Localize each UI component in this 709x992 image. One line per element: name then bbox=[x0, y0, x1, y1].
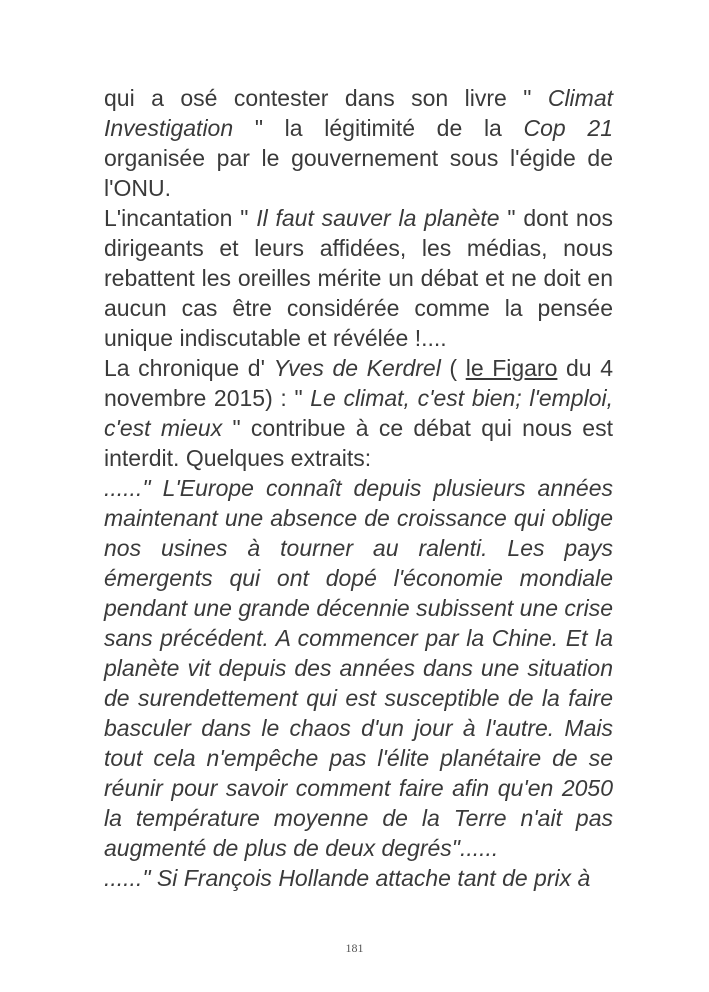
article-title: Le climat, c'est bien; l'emploi, c'est mieux bbox=[104, 385, 613, 441]
author-name: Yves de Kerdrel bbox=[273, 355, 441, 381]
paragraph-2-text: L'incantation " bbox=[104, 205, 257, 231]
page-body bbox=[104, 83, 613, 893]
paragraph-1-text: organisée par le gouvernement sous l'égide de l'ONU. bbox=[104, 145, 613, 201]
paragraph-1-text: qui a osé contester dans son livre " bbox=[104, 85, 548, 111]
paragraph-3-text: La chronique d' bbox=[104, 355, 274, 381]
newspaper-name: le Figaro bbox=[465, 355, 558, 381]
paragraph-2 bbox=[104, 203, 613, 353]
paragraph-3-text: du 4 novembre 2015) : " bbox=[104, 355, 613, 411]
paragraph-3 bbox=[104, 353, 613, 473]
book-title: Climat Investigation bbox=[104, 85, 613, 141]
quoted-excerpt-2: ......" Si François Hollande attache tant de prix à bbox=[104, 865, 591, 891]
slogan-quote: Il faut sauver la planète bbox=[256, 205, 500, 231]
paragraph-3-text: " contribue à ce débat qui nous est interdit. Quelques extraits: bbox=[104, 415, 613, 471]
paragraph-3-text: ( bbox=[440, 355, 466, 381]
event-name: Cop 21 bbox=[523, 115, 613, 141]
quoted-excerpt-1: ......" L'Europe connaît depuis plusieurs années maintenant une absence de croissance qui oblige nos usines à tourner au ralenti. Les pays émergents qui ont dopé l'économie mondiale pendant une grande décennie subissent une crise sans précédent. A commencer par la Chine. Et la planète vit depuis des années dans une situation de surendettement qui est susceptible de la faire basculer dans le chaos d'un jour à l'autre. Mais tout cela n'empêche pas l'élite planétaire de se réunir pour savoir comment faire afin qu'en 2050 la température moyenne de la Terre n'ait pas augmenté de plus de deux degrés"...... bbox=[104, 475, 613, 861]
paragraph-1-text: " la légitimité de la bbox=[233, 115, 524, 141]
paragraph-1 bbox=[104, 83, 613, 203]
paragraph-2-text: " dont nos dirigeants et leurs affidées, les médias, nous rebattent les oreilles mérite un débat et ne doit en aucun cas être considérée comme la pensée unique indiscutable et révélée !.... bbox=[104, 205, 613, 351]
page-number: 181 bbox=[345, 941, 364, 955]
